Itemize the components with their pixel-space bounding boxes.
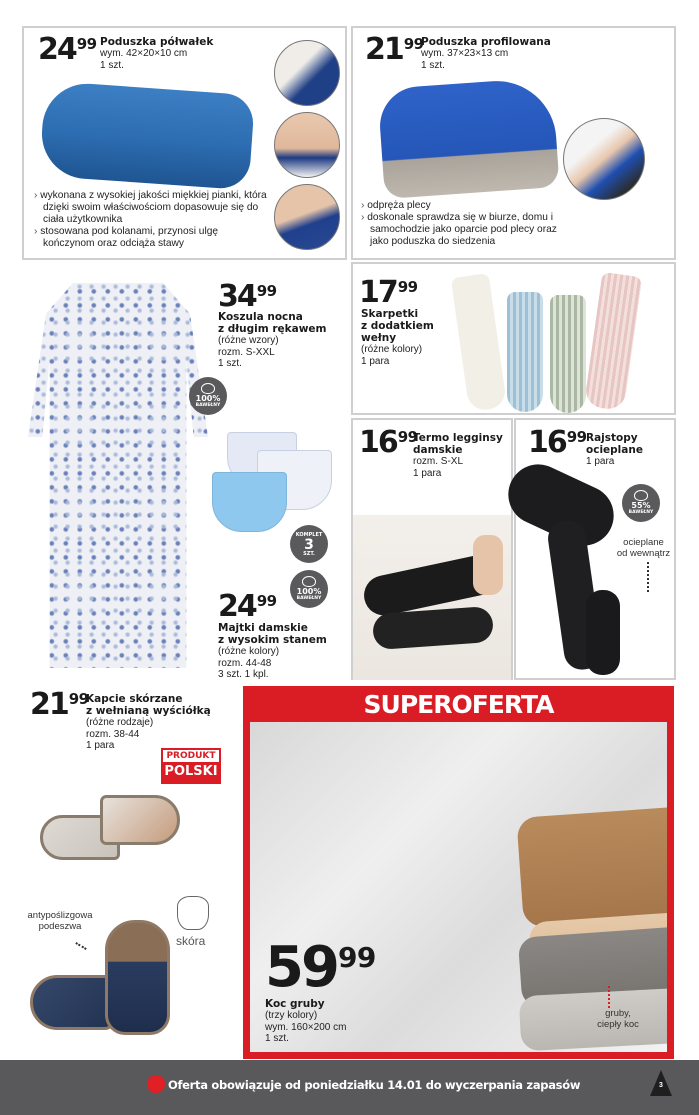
product-name: Kapcie skórzane [86, 693, 183, 705]
usage-photo-1 [274, 40, 340, 106]
tights-image [516, 470, 636, 680]
callout-insulated: ocieplane od wewnątrz [616, 537, 671, 559]
socks-image [455, 270, 655, 415]
product-name: Koc gruby [265, 998, 325, 1010]
product-name: damskie [413, 444, 463, 456]
product-detail: 1 szt. [421, 59, 445, 71]
callout-pointer [608, 986, 610, 1008]
superoffer-panel [243, 686, 674, 1059]
product-name: Poduszka półwałek [100, 36, 214, 48]
cotton-icon [634, 490, 648, 501]
callout-non-slip: antypoślizgowa podeszwa [27, 910, 93, 932]
product-card-socks [351, 262, 676, 415]
product-card-pillow-profiled [351, 26, 676, 260]
product-detail: (różne kolory) [361, 344, 423, 355]
superoffer-title: SUPEROFERTA [363, 690, 554, 719]
price: 24 99 [38, 32, 97, 67]
product-name: z wełnianą wyściółką [86, 705, 211, 717]
product-detail: rozm. 38-44 [86, 728, 140, 740]
profiled-pillow-image [377, 77, 559, 199]
store-logo-icon [147, 1075, 165, 1093]
feature-list: › wykonana z wysokiej jakości miękkiej pianki, która dzięki swoim właściwościom dopasowuje się do ciała użytkownika › stosowana pod kolanami, przynosi ulgę kończynom oraz odciąża stawy [34, 190, 269, 250]
product-detail: 3 szt. 1 kpl. [218, 669, 269, 680]
product-name: wełny [361, 332, 397, 344]
usage-photo-chair [563, 118, 645, 200]
product-detail: (trzy kolory) [265, 1010, 318, 1021]
callout-thick-blanket: gruby, ciepły koc [597, 1008, 639, 1030]
product-name: Majtki damskie [218, 622, 308, 634]
set-badge: KOMPLET 3 SZT. [290, 525, 328, 563]
page-number: 3 [650, 1070, 672, 1096]
offer-validity-text: Oferta obowiązuje od poniedziałku 14.01 do wyczerpania zapasów [168, 1078, 581, 1092]
product-detail: wym. 42×20×10 cm [100, 48, 188, 59]
callout-pointer [647, 562, 649, 592]
feature-list: › odpręża plecy › doskonale sprawdza się w biurze, domu i samochodzie jako oparcie pod plecy oraz jako poduszka do siedzenia [361, 200, 576, 248]
product-detail: 1 para [361, 355, 390, 367]
pillow-roll-image [39, 81, 255, 190]
product-detail: wym. 160×200 cm [265, 1021, 347, 1033]
product-name: Rajstopy [586, 432, 638, 444]
product-name: z długim rękawem [218, 323, 327, 335]
product-detail: rozm. S-XL [413, 456, 464, 467]
nightgown-image [28, 283, 208, 668]
nightgown-price: 34 99 [218, 279, 277, 314]
price: 21 99 [365, 32, 424, 67]
cotton-badge: 55% BAWEŁNY [622, 484, 660, 522]
product-name: z dodatkiem [361, 320, 434, 332]
product-detail: wym. 37×23×13 cm [421, 48, 509, 59]
product-name: Termo legginsy [413, 432, 503, 444]
product-name: ocieplane [586, 444, 643, 456]
briefs-price: 24 99 [218, 589, 277, 624]
product-detail: (różne rodzaje) [86, 717, 154, 728]
product-detail: 1 para [586, 456, 615, 467]
polish-product-badge: PRODUKT POLSKI [161, 748, 221, 784]
product-card-pillow-roll [22, 26, 347, 260]
product-detail: 1 szt. [265, 1033, 289, 1044]
cotton-badge: 100% BAWEŁNY [189, 377, 227, 415]
slippers-light-image [40, 795, 180, 870]
usage-photo-3 [274, 184, 340, 250]
leather-icon [177, 896, 209, 930]
leggings-image [353, 515, 511, 680]
product-detail: (różne kolory) [218, 646, 280, 657]
cotton-icon [201, 383, 215, 394]
product-detail: 1 szt. [100, 59, 124, 71]
product-name: Skarpetki [361, 308, 419, 320]
product-name: Poduszka profilowana [421, 36, 551, 48]
slippers-price: 21 99 [30, 687, 89, 722]
product-detail: 1 szt. [218, 358, 242, 369]
briefs-image [212, 432, 332, 537]
product-name: Koszula nocna [218, 311, 303, 323]
price: 16 99 [359, 425, 418, 460]
product-detail: rozm. 44-48 [218, 657, 272, 669]
product-card-tights [514, 418, 676, 680]
usage-photo-2 [274, 112, 340, 178]
cotton-badge: 100% BAWEŁNY [290, 570, 328, 608]
product-name: z wysokim stanem [218, 634, 327, 646]
slippers-navy-image [30, 920, 175, 1040]
footer-bar [0, 1060, 699, 1115]
product-card-leggings [351, 418, 513, 680]
product-detail: 1 para [86, 740, 115, 751]
product-detail: 1 para [413, 467, 442, 479]
price: 17 99 [359, 275, 418, 310]
leather-label: skóra [176, 934, 206, 948]
superoffer-price: 59 99 [265, 935, 376, 1000]
price: 16 99 [528, 425, 587, 460]
cotton-icon [302, 576, 316, 587]
product-detail: (różne wzory) [218, 335, 279, 346]
product-detail: rozm. S-XXL [218, 346, 275, 358]
